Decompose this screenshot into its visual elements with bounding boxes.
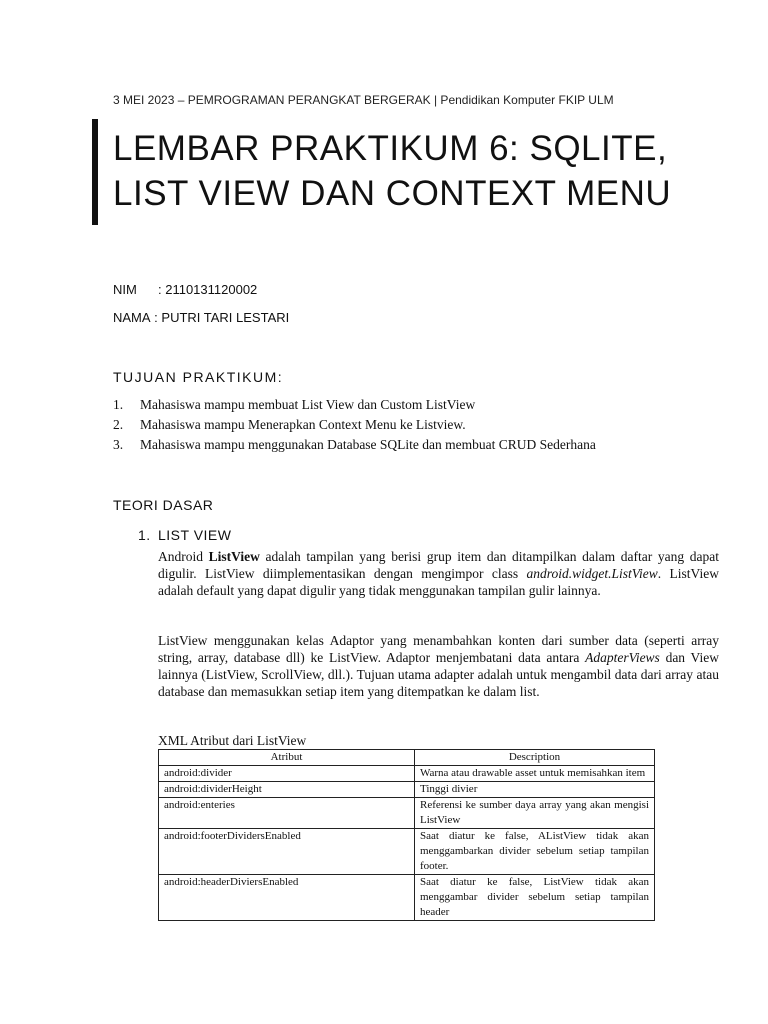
list-item-number: 2. <box>113 417 124 432</box>
table-row <box>159 829 655 875</box>
nim-line <box>113 282 257 297</box>
paragraph-adapter <box>158 632 719 700</box>
table-row <box>159 766 655 782</box>
table-cell: Referensi ke sumber daya array yang akan mengisi ListView <box>415 798 655 829</box>
nama-label: NAMA <box>113 310 151 325</box>
table-cell: Warna atau drawable asset untuk memisahkan item <box>415 766 655 782</box>
column-header: Atribut <box>159 750 415 766</box>
table-cell: android:footerDividersEnabled <box>159 829 415 875</box>
subheading-number: 1. <box>138 527 151 543</box>
list-item-text: Mahasiswa mampu Menerapkan Context Menu ke Listview. <box>140 417 466 432</box>
nim-value: : 2110131120002 <box>158 282 258 297</box>
table-row <box>159 875 655 921</box>
objectives-list <box>113 395 713 455</box>
nama-value: : PUTRI TARI LESTARI <box>150 310 290 325</box>
attribute-table <box>158 749 655 921</box>
paragraph-listview-intro <box>158 548 719 599</box>
listview-subheading <box>138 527 231 543</box>
nama-line <box>113 310 289 325</box>
column-header: Description <box>415 750 655 766</box>
table-cell: android:enteries <box>159 798 415 829</box>
title-accent-bar <box>92 119 98 225</box>
text-run-bold: ListView <box>208 549 260 564</box>
table-header-row <box>159 750 655 766</box>
table-row <box>159 798 655 829</box>
table-cell: android:headerDiviersEnabled <box>159 875 415 921</box>
text-run: ListView menggunakan kelas Adaptor yang menambahkan konten dari sumber data (seperti array string, array, database dll) ke ListView. Adaptor menjembatani data antara <box>158 633 719 665</box>
list-item-text: Mahasiswa mampu membuat List View dan Custom ListView <box>140 397 476 412</box>
running-header: 3 MEI 2023 – PEMROGRAMAN PERANGKAT BERGERAK | Pendidikan Komputer FKIP ULM <box>113 93 614 107</box>
list-item-number: 1. <box>113 397 124 412</box>
table-cell: Saat diatur ke false, ListView tidak akan menggambar divider sebelum setiap tampilan header <box>415 875 655 921</box>
text-run-italic: android.widget.ListView <box>526 566 658 581</box>
table-cell: android:divider <box>159 766 415 782</box>
text-run: . ListView adalah default yang dapat digulir yang tidak menggunakan tampilan gulir lainnya. <box>158 566 719 598</box>
table-caption: XML Atribut dari ListView <box>158 733 307 748</box>
text-run: Android <box>158 549 209 564</box>
table-cell: Tinggi divier <box>415 782 655 798</box>
list-item-number: 3. <box>113 437 124 452</box>
subheading-text: LIST VIEW <box>158 527 232 543</box>
table-cell: android:dividerHeight <box>159 782 415 798</box>
page-title: LEMBAR PRAKTIKUM 6: SQLITE, LIST VIEW DAN CONTEXT MENU <box>113 129 672 213</box>
table-row <box>159 782 655 798</box>
list-item <box>113 415 713 435</box>
list-item <box>113 395 713 415</box>
nim-label: NIM <box>113 282 137 297</box>
text-run: dan View lainnya (ListView, ScrollView, dll.). Tujuan utama adapter adalah untuk mengambil data dari array atau database dan memasukkan setiap item yang ditempatkan ke dalam list. <box>158 650 719 699</box>
list-item <box>113 435 713 455</box>
teori-heading: TEORI DASAR <box>113 497 214 513</box>
text-run: adalah tampilan yang berisi grup item dan ditampilkan dalam daftar yang dapat digulir. ListView diimplementasikan dengan mengimpor class <box>158 549 720 581</box>
list-item-text: Mahasiswa mampu menggunakan Database SQLite dan membuat CRUD Sederhana <box>140 437 596 452</box>
tujuan-heading: TUJUAN PRAKTIKUM: <box>113 369 284 385</box>
text-run-italic: AdapterViews <box>585 650 660 665</box>
table-cell: Saat diatur ke false, AListView tidak akan menggambarkan divider sebelum setiap tampilan footer. <box>415 829 655 875</box>
